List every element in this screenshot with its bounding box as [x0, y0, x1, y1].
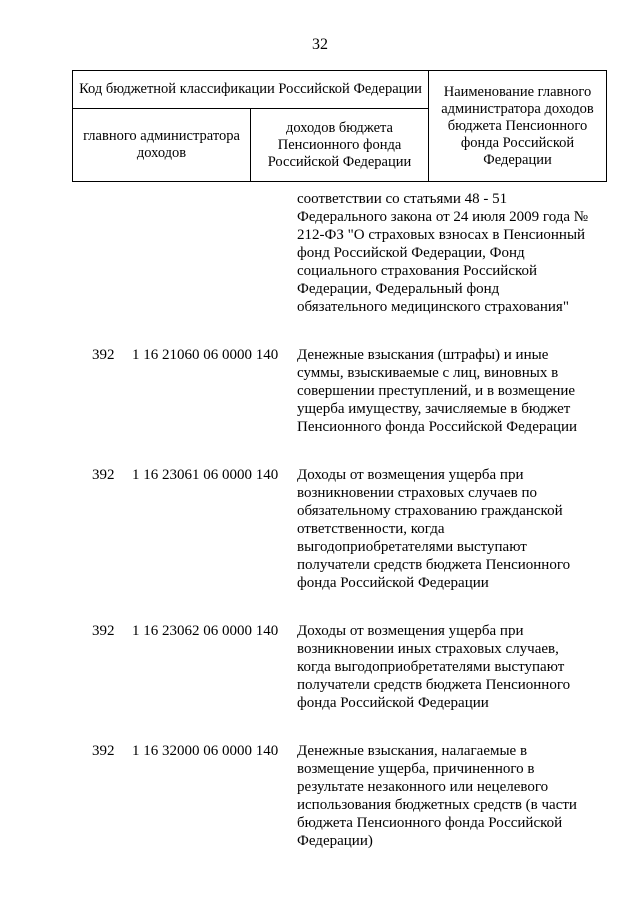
budget-classification-header: Код бюджетной классификации Российской Федерации — [73, 71, 429, 109]
income-name: Денежные взыскания (штрафы) и иные суммы, взыскиваемые с лиц, виновных в совершении преступлений, и в возмещение ущерба имуществу, зачисляемые в бюджет Пенсионного фонда Российской Федерации — [297, 347, 578, 435]
table-row — [92, 190, 592, 316]
admin-code: 392 — [92, 467, 115, 483]
table-row — [92, 742, 592, 850]
administrator-name-header: Наименование главного администратора доходов бюджета Пенсионного фонда Российской Федерации — [429, 71, 607, 182]
income-code: 1 16 21060 06 0000 140 — [132, 347, 279, 363]
admin-code: 392 — [92, 623, 115, 639]
table-row — [92, 346, 592, 436]
row-continuation-text: соответствии со статьями 48 - 51 Федерального закона от 24 июля 2009 года № 212-ФЗ "О страховых взносах в Пенсионный фонд Российской Федерации, Фонд социального страхования Российской Федерации, Федеральный фонд обязательного медицинского страхования" — [297, 191, 589, 315]
page-number: 32 — [312, 36, 328, 53]
table-row — [92, 622, 592, 712]
income-code: 1 16 23061 06 0000 140 — [132, 467, 279, 483]
income-code: 1 16 32000 06 0000 140 — [132, 743, 279, 759]
admin-code: 392 — [92, 743, 115, 759]
income-name: Доходы от возмещения ущерба при возникновении иных страховых случаев, когда выгодоприобретателями выступают получатели средств бюджета Пенсионного фонда Российской Федерации — [297, 623, 571, 711]
income-code: 1 16 23062 06 0000 140 — [132, 623, 279, 639]
chief-administrator-header: главного администратора доходов — [73, 109, 251, 182]
table-row — [92, 466, 592, 592]
table-header — [72, 70, 607, 182]
budget-income-header: доходов бюджета Пенсионного фонда Российской Федерации — [251, 109, 429, 182]
income-name: Доходы от возмещения ущерба при возникновении страховых случаев по обязательному страхованию гражданской ответственности, когда выгодоприобретателями выступают получатели средств бюджета Пенсионного фонда Российской Федерации — [297, 467, 571, 591]
table-body — [92, 190, 592, 850]
income-name: Денежные взыскания, налагаемые в возмещение ущерба, причиненного в результате незаконного или нецелевого использования бюджетных средств (в части бюджета Пенсионного фонда Российской Федерации) — [297, 743, 577, 849]
admin-code: 392 — [92, 347, 115, 363]
